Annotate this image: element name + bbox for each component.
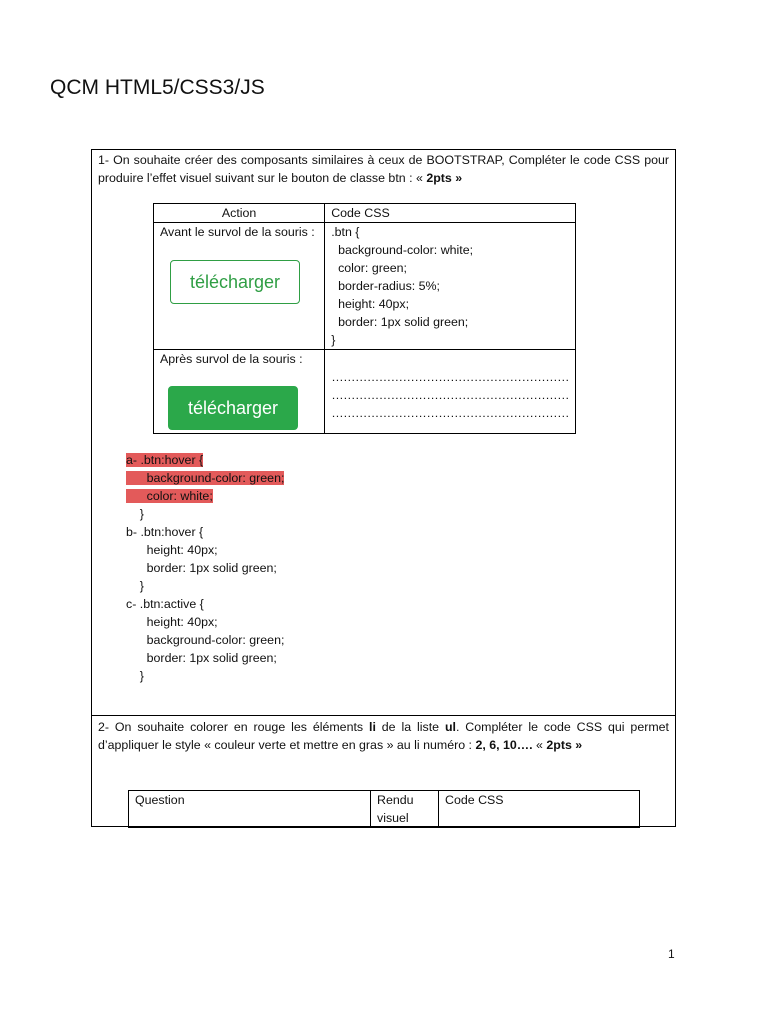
answer-line: } [126, 669, 144, 683]
code-line: } [331, 333, 336, 347]
blank-line: …………………………………………………… [331, 388, 569, 402]
download-button-after-hover[interactable]: télécharger [168, 386, 298, 430]
answer-line [126, 487, 284, 505]
column-header-question: Question [129, 791, 371, 828]
after-hover-label: Après survol de la souris : [160, 352, 303, 366]
code-line: height: 40px; [331, 297, 410, 311]
answer-line: background-color: green; [126, 633, 285, 647]
question-2-prompt: 2- On souhaite colorer en rouge les éléments li de la liste ul. Compléter le code CSS qui permet d’appliquer le style « couleur verte et mettre en gras » au li numéro : 2, 6, 10…. « 2pts » [98, 720, 669, 752]
column-header-action: Action [154, 204, 325, 223]
question-1-points: 2pts » [422, 171, 463, 185]
code-line: .btn { [331, 225, 360, 239]
answer-line [126, 451, 284, 469]
answer-line: border: 1px solid green; [126, 561, 277, 575]
answer-line: border: 1px solid green; [126, 651, 277, 665]
answer-line [126, 469, 284, 487]
question-1-table [153, 203, 576, 434]
answer-line: c- .btn:active { [126, 597, 204, 611]
code-line: color: green; [331, 261, 407, 275]
answer-line: height: 40px; [126, 543, 218, 557]
before-hover-label: Avant le survol de la souris : [160, 225, 315, 239]
after-hover-answer-blank [325, 350, 576, 434]
answer-line: b- .btn:hover { [126, 525, 204, 539]
download-button-before-hover[interactable]: télécharger [170, 260, 300, 304]
document-title: QCM HTML5/CSS3/JS [50, 76, 265, 99]
question-1-box [91, 149, 676, 716]
code-line: border: 1px solid green; [331, 315, 469, 329]
question-2-box [91, 715, 676, 827]
column-header-rendu-visuel: Rendu visuel [371, 791, 439, 828]
highlighted-answer: a- .btn:hover { [126, 453, 204, 467]
answer-line: height: 40px; [126, 615, 218, 629]
question-1-prompt: 1- On souhaite créer des composants similaires à ceux de BOOTSTRAP, Compléter le code CSS pour produire l’effet visuel suivant sur le bouton de classe btn : « 2pts » [98, 153, 669, 185]
before-hover-cell [154, 223, 325, 350]
question-2-table [128, 790, 640, 828]
code-line: border-radius: 5%; [331, 279, 440, 293]
after-hover-cell [154, 350, 325, 434]
highlighted-answer: background-color: green; [126, 471, 285, 485]
highlighted-answer: color: white; [126, 489, 213, 503]
column-header-css: Code CSS [325, 204, 576, 223]
code-line: background-color: white; [331, 243, 474, 257]
column-header-code-css: Code CSS [439, 791, 640, 828]
blank-line: …………………………………………………… [331, 406, 569, 420]
page-number: 1 [668, 947, 675, 961]
before-hover-code [325, 223, 576, 350]
answer-line: } [126, 579, 144, 593]
blank-line: …………………………………………………… [331, 370, 569, 384]
answer-line: } [126, 507, 144, 521]
answer-choices [126, 451, 284, 685]
